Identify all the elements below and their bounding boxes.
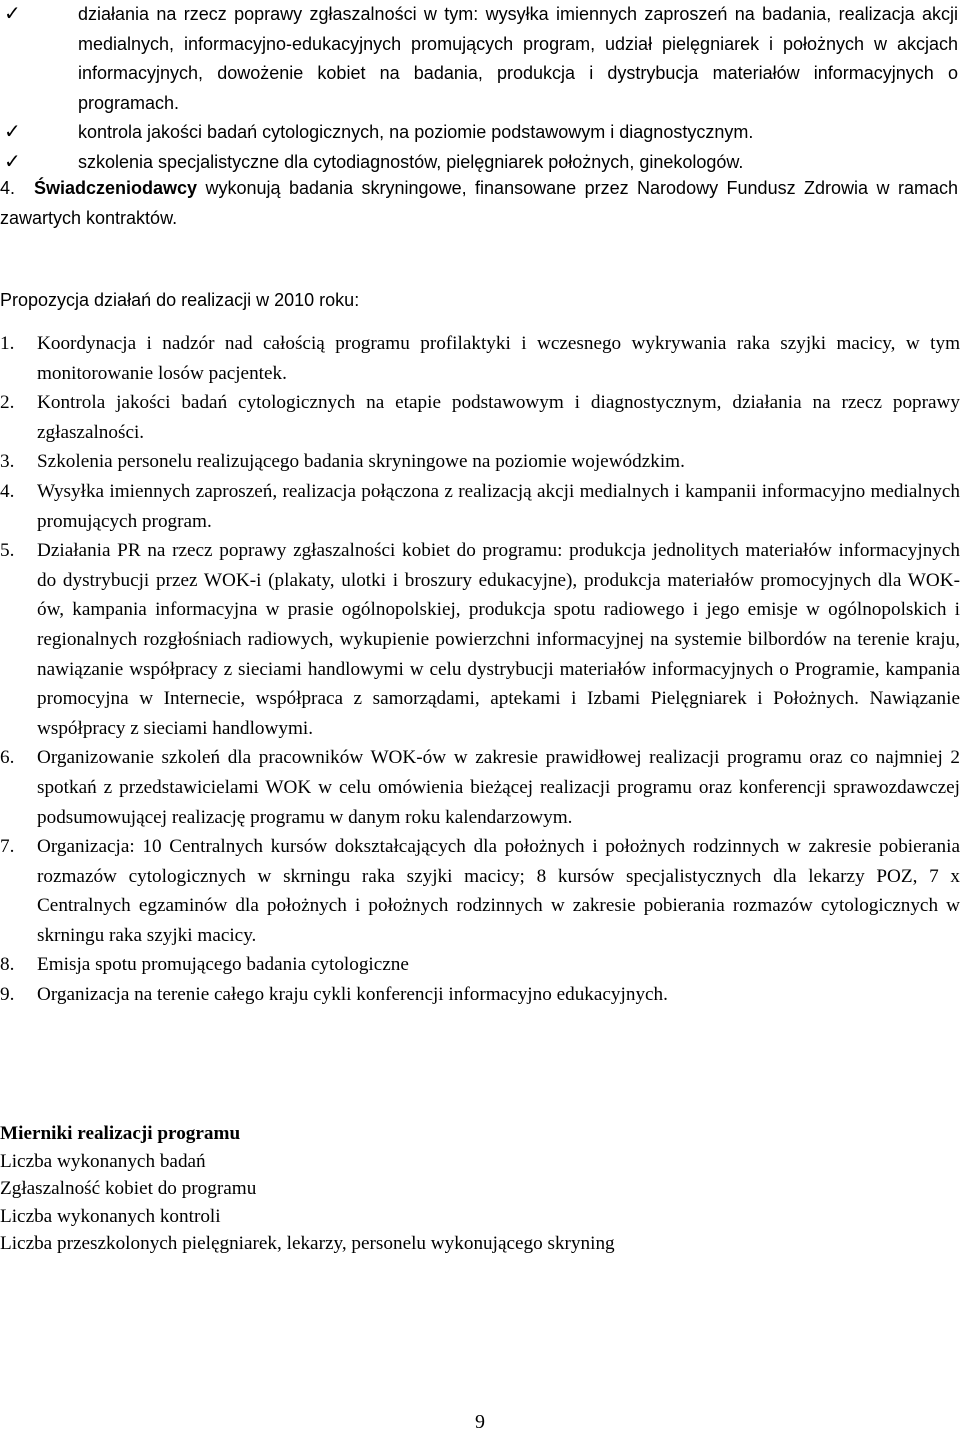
item-number: 4. xyxy=(0,178,16,198)
proposal-number: 5. xyxy=(0,540,15,562)
metrics-section xyxy=(0,1120,960,1258)
proposal-item xyxy=(0,477,960,536)
proposal-text: Działania PR na rzecz poprawy zgłaszalności kobiet do programu: produkcja jednolitych materiałów informacyjnych do dystrybucji przez WOK-i (plakaty, ulotki i broszury edukacyjne), produkcja materiałów promocyjnych dla WOK-ów, kampania informacyjna w prasie ogólnopolskiej, produkcja spotu radiowego i jego emisje w ogólnopolskich i regionalnych rozgłośniach radiowych, wykupienie powierzchni informacyjnej na systemie bilbordów na terenie kraju, nawiązanie współpracy z sieciami handlowymi w celu dystrybucji materiałów informacyjnych o Programie, kampania promocyjna w Internecie, współpraca z samorządami, aptekami i Izbami Pielęgniarek i Położnych. Nawiązanie współpracy z sieciami handlowymi. xyxy=(37,540,960,739)
proposal-number: 7. xyxy=(0,836,15,858)
proposal-text: Organizacja: 10 Centralnych kursów dokształcających dla położnych i położnych rodzinnych w zakresie pobierania rozmazów cytologicznych w skrningu raka szyjki macicy; 8 kursów specjalistycznych dla lekarzy POZ, 7 x Centralnych egzaminów dla położnych i położnych rodzinnych w zakresie pobierania rozmazów cytologicznych w skrningu raka szyjki macicy. xyxy=(37,836,960,946)
proposal-number: 9. xyxy=(0,984,15,1006)
proposal-list xyxy=(0,329,960,1010)
metrics-title: Mierniki realizacji programu xyxy=(0,1123,241,1144)
proposal-number: 2. xyxy=(0,392,15,414)
proposal-number: 3. xyxy=(0,451,15,473)
metric-line: Liczba wykonanych badań xyxy=(0,1150,206,1172)
checklist xyxy=(0,0,960,177)
check-icon: ✓ xyxy=(4,150,21,173)
check-icon: ✓ xyxy=(4,121,21,143)
proposal-text: Emisja spotu promującego badania cytologiczne xyxy=(37,954,409,976)
proposal-item xyxy=(0,743,960,832)
proposal-text: Szkolenia personelu realizującego badania skryningowe na poziomie wojewódzkim. xyxy=(37,451,685,473)
item-text xyxy=(0,174,958,233)
proposal-item xyxy=(0,447,960,477)
checklist-item xyxy=(0,0,960,118)
proposal-number: 1. xyxy=(0,333,15,354)
item-body: wykonują badania skryningowe, finansowane przez Narodowy Fundusz Zdrowia w ramach zawartych kontraktów. xyxy=(0,178,958,228)
proposal-item xyxy=(0,329,960,388)
proposal-text: Organizowanie szkoleń dla pracowników WOK-ów w zakresie prawidłowej realizacji programu oraz co najmniej 2 spotkań z przedstawicielami WOK w celu omówienia bieżącej realizacji programu oraz konferencji sprawozdawczej podsumowującej realizację programu w danym roku kalendarzowym. xyxy=(37,747,960,828)
proposal-number: 6. xyxy=(0,747,15,769)
providers-term: Świadczeniodawcy xyxy=(34,178,198,198)
metric-line: Liczba wykonanych kontroli xyxy=(0,1205,221,1227)
page-number: 9 xyxy=(475,1411,485,1433)
proposal-heading: Propozycja działań do realizacji w 2010 roku: xyxy=(0,290,360,310)
proposal-text: Koordynacja i nadzór nad całością programu profilaktyki i wczesnego wykrywania raka szyjki macicy, w tym monitorowanie losów pacjentek. xyxy=(37,333,960,384)
proposal-item xyxy=(0,388,960,447)
checklist-item xyxy=(0,148,960,178)
proposal-text: Kontrola jakości badań cytologicznych na etapie podstawowym i diagnostycznym, działania na rzecz poprawy zgłaszalności. xyxy=(37,392,960,443)
checklist-item-text: kontrola jakości badań cytologicznych, na poziomie podstawowym i diagnostycznym. xyxy=(78,122,754,142)
section-item-4 xyxy=(0,174,958,233)
proposal-item xyxy=(0,536,960,743)
proposal-item xyxy=(0,980,960,1010)
proposal-item xyxy=(0,950,960,980)
proposal-text: Organizacja na terenie całego kraju cykli konferencji informacyjno edukacyjnych. xyxy=(37,984,668,1006)
proposal-item xyxy=(0,832,960,950)
proposal-number: 8. xyxy=(0,954,15,976)
proposal-text: Wysyłka imiennych zaproszeń, realizacja połączona z realizacją akcji medialnych i kampanii informacyjno medialnych promujących program. xyxy=(37,480,960,532)
metric-line: Liczba przeszkolonych pielęgniarek, lekarzy, personelu wykonującego skryning xyxy=(0,1233,615,1254)
metric-line: Zgłaszalność kobiet do programu xyxy=(0,1178,257,1199)
checklist-item xyxy=(0,118,960,148)
checklist-item-text: działania na rzecz poprawy zgłaszalności w tym: wysyłka imiennych zaproszeń na badania, realizacja akcji medialnych, informacyjno-edukacyjnych promujących program, udział pielęgniarek i położnych w akcjach informacyjnych, dowożenie kobiet na badania, produkcja i dystrybucja materiałów informacyjnych o programach. xyxy=(78,4,958,113)
checklist-item-text: szkolenia specjalistyczne dla cytodiagnostów, pielęgniarek położnych, ginekologów. xyxy=(78,151,744,172)
check-icon: ✓ xyxy=(4,3,21,25)
proposal-number: 4. xyxy=(0,480,15,502)
